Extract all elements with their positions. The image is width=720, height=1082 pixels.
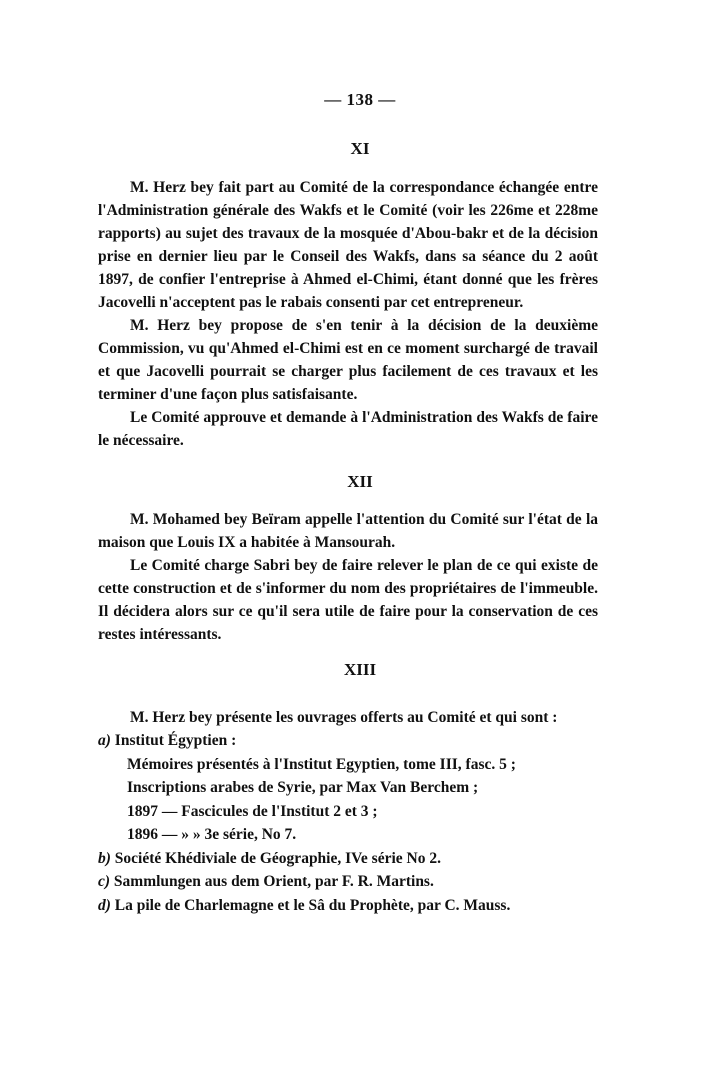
list-marker: a) (98, 732, 111, 749)
paragraph: M. Mohamed bey Beïram appelle l'attention du Comité sur l'état de la maison que Louis IX a habitée à Mansourah. (98, 511, 598, 551)
list-text: Mémoires présentés à l'Institut Egyptien, tome III, fasc. 5 ; (127, 755, 516, 773)
paragraph: M. Herz bey fait part au Comité de la correspondance échangée entre l'Administration générale des Wakfs et le Comité (voir les 226me et 228me rapports) au sujet des travaux de la mosquée d'Abou-bakr et de la décision prise en dernier lieu par le Conseil des Wakfs, dans sa séance du 2 août 1897, de confier l'entreprise à Ahmed el-Chimi, étant donné que les frères Jacovelli n'acceptent pas le rabais consenti par cet entrepreneur. (98, 179, 598, 311)
list-marker: c) (98, 873, 111, 890)
list-item (98, 894, 598, 918)
list-text: 1897 — Fascicules de l'Institut 2 et 3 ; (127, 802, 378, 820)
list-text: Société Khédiviale de Géographie, IVe série No 2. (114, 849, 441, 867)
paragraph: Le Comité charge Sabri bey de faire relever le plan de ce qui existe de cette construction et de s'informer du nom des propriétaires de l'immeuble. Il décidera alors sur ce qu'il sera utile de faire pour la conservation de ces restes intéressants. (98, 557, 598, 643)
offered-works-list (98, 729, 598, 917)
paragraph: Le Comité approuve et demande à l'Administration des Wakfs de faire le nécessaire. (98, 409, 598, 449)
list-text: Sammlungen aus dem Orient, par F. R. Martins. (113, 873, 434, 890)
list-item (98, 847, 598, 871)
list-item (98, 823, 598, 847)
list-text: 1896 — » » 3e série, No 7. (127, 826, 297, 843)
section-xi-body (98, 176, 598, 452)
list-item (98, 776, 598, 800)
list-item (98, 800, 598, 824)
list-marker: d) (98, 896, 111, 914)
paragraph: M. Herz bey présente les ouvrages offerts au Comité et qui sont : (130, 709, 558, 726)
section-heading-xii: XII (347, 472, 373, 491)
list-text: Inscriptions arabes de Syrie, par Max Van Berchem ; (127, 779, 479, 796)
section-xiii-intro-block (98, 706, 598, 729)
paragraph: M. Herz bey propose de s'en tenir à la décision de la deuxième Commission, vu qu'Ahmed el-Chimi est en ce moment surchargé de travail et que Jacovelli pourrait se charger plus facilement de ces travaux et les terminer d'une façon plus satisfaisante. (98, 317, 598, 403)
list-marker: b) (98, 849, 111, 867)
page-number: — 138 — (324, 90, 396, 109)
list-text: Institut Égyptien : (114, 732, 237, 749)
list-text: La pile de Charlemagne et le Sâ du Prophète, par C. Mauss. (114, 896, 511, 914)
section-xii-body (98, 508, 598, 646)
section-heading-xiii: XIII (343, 660, 377, 679)
list-item (98, 753, 598, 777)
section-heading-xi: XI (350, 139, 370, 158)
list-item (98, 729, 598, 753)
list-item (98, 870, 598, 894)
